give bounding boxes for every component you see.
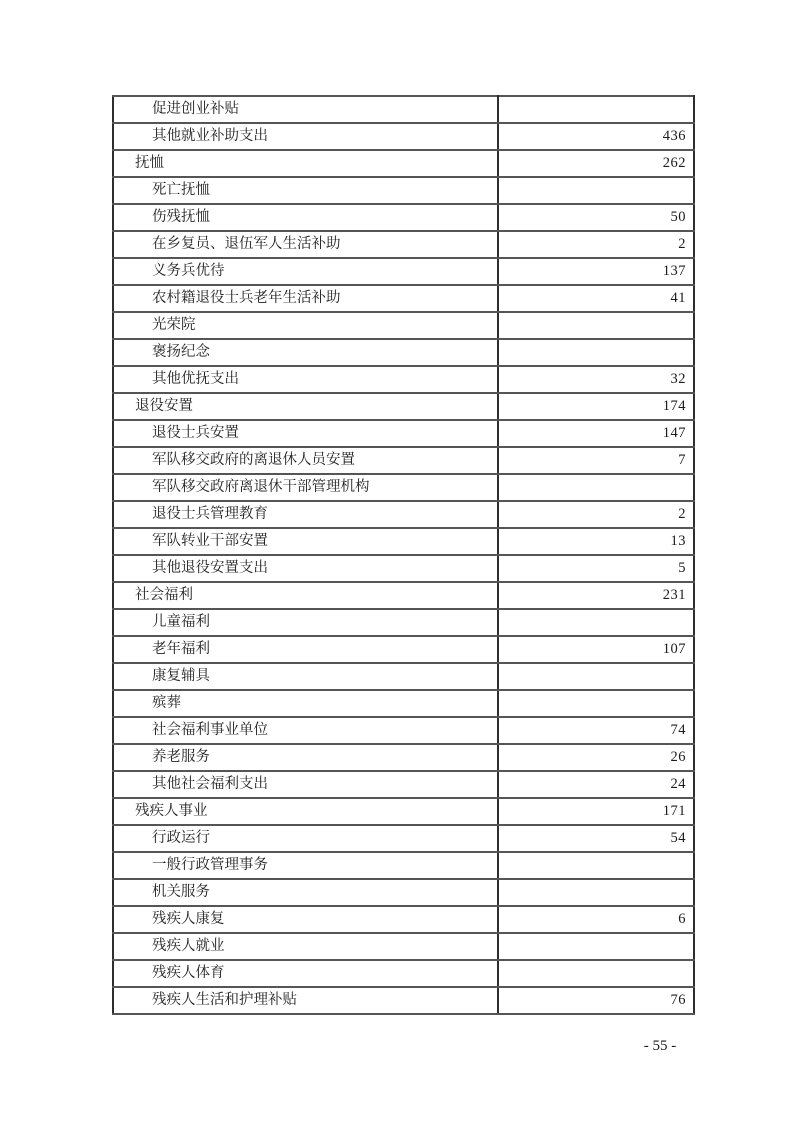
amount-cell [498,690,694,717]
table-row [113,501,694,528]
table-row [113,717,694,744]
amount-cell: 74 [498,717,694,744]
budget-table-body [113,96,694,1014]
item-cell: 伤残抚恤 [113,204,498,231]
amount-cell: 174 [498,393,694,420]
table-row [113,933,694,960]
item-cell: 农村籍退役士兵老年生活补助 [113,285,498,312]
item-cell: 机关服务 [113,879,498,906]
amount-cell: 26 [498,744,694,771]
amount-cell: 54 [498,825,694,852]
item-cell: 在乡复员、退伍军人生活补助 [113,231,498,258]
table-row [113,204,694,231]
table-row [113,663,694,690]
table-row [113,798,694,825]
amount-cell [498,852,694,879]
item-cell: 光荣院 [113,312,498,339]
item-cell: 褒扬纪念 [113,339,498,366]
table-row [113,393,694,420]
item-cell: 其他退役安置支出 [113,555,498,582]
amount-cell [498,96,694,123]
item-cell: 其他社会福利支出 [113,771,498,798]
table-row [113,474,694,501]
table-row [113,528,694,555]
table-row [113,231,694,258]
amount-cell: 436 [498,123,694,150]
item-cell: 儿童福利 [113,609,498,636]
item-cell: 残疾人体育 [113,960,498,987]
table-row [113,987,694,1014]
table-row [113,744,694,771]
amount-cell: 50 [498,204,694,231]
amount-cell: 262 [498,150,694,177]
amount-cell: 171 [498,798,694,825]
amount-cell: 24 [498,771,694,798]
amount-cell [498,474,694,501]
item-cell: 军队移交政府的离退休人员安置 [113,447,498,474]
table-row [113,906,694,933]
table-row [113,123,694,150]
amount-cell [498,933,694,960]
amount-cell [498,312,694,339]
amount-cell [498,177,694,204]
item-cell: 社会福利 [113,582,498,609]
amount-cell: 137 [498,258,694,285]
table-row [113,258,694,285]
amount-cell: 147 [498,420,694,447]
item-cell: 一般行政管理事务 [113,852,498,879]
table-row [113,960,694,987]
item-cell: 残疾人康复 [113,906,498,933]
amount-cell: 41 [498,285,694,312]
page-number: - 55 - [643,1038,677,1054]
item-cell: 军队移交政府离退休干部管理机构 [113,474,498,501]
item-cell: 促进创业补贴 [113,96,498,123]
amount-cell: 6 [498,906,694,933]
amount-cell [498,609,694,636]
amount-cell: 7 [498,447,694,474]
amount-cell [498,339,694,366]
amount-cell: 5 [498,555,694,582]
item-cell: 义务兵优待 [113,258,498,285]
item-cell: 养老服务 [113,744,498,771]
item-cell: 社会福利事业单位 [113,717,498,744]
table-row [113,96,694,123]
table-row [113,555,694,582]
table-row [113,609,694,636]
table-row [113,690,694,717]
table-row [113,447,694,474]
table-row [113,339,694,366]
item-cell: 死亡抚恤 [113,177,498,204]
item-cell: 残疾人事业 [113,798,498,825]
item-cell: 退役士兵管理教育 [113,501,498,528]
table-row [113,825,694,852]
table-row [113,366,694,393]
item-cell: 退役士兵安置 [113,420,498,447]
table-row [113,582,694,609]
item-cell: 残疾人就业 [113,933,498,960]
table-row [113,285,694,312]
table-row [113,879,694,906]
budget-table [112,95,695,1015]
table-row [113,771,694,798]
item-cell: 老年福利 [113,636,498,663]
item-cell: 其他就业补助支出 [113,123,498,150]
amount-cell: 231 [498,582,694,609]
amount-cell: 76 [498,987,694,1014]
amount-cell: 13 [498,528,694,555]
table-row [113,177,694,204]
table-row [113,420,694,447]
amount-cell: 107 [498,636,694,663]
item-cell: 殡葬 [113,690,498,717]
item-cell: 行政运行 [113,825,498,852]
item-cell: 其他优抚支出 [113,366,498,393]
table-row [113,852,694,879]
amount-cell [498,960,694,987]
item-cell: 康复辅具 [113,663,498,690]
amount-cell: 32 [498,366,694,393]
amount-cell: 2 [498,231,694,258]
item-cell: 抚恤 [113,150,498,177]
table-row [113,150,694,177]
amount-cell [498,663,694,690]
amount-cell [498,879,694,906]
item-cell: 军队转业干部安置 [113,528,498,555]
table-row [113,636,694,663]
amount-cell: 2 [498,501,694,528]
table-row [113,312,694,339]
item-cell: 退役安置 [113,393,498,420]
item-cell: 残疾人生活和护理补贴 [113,987,498,1014]
